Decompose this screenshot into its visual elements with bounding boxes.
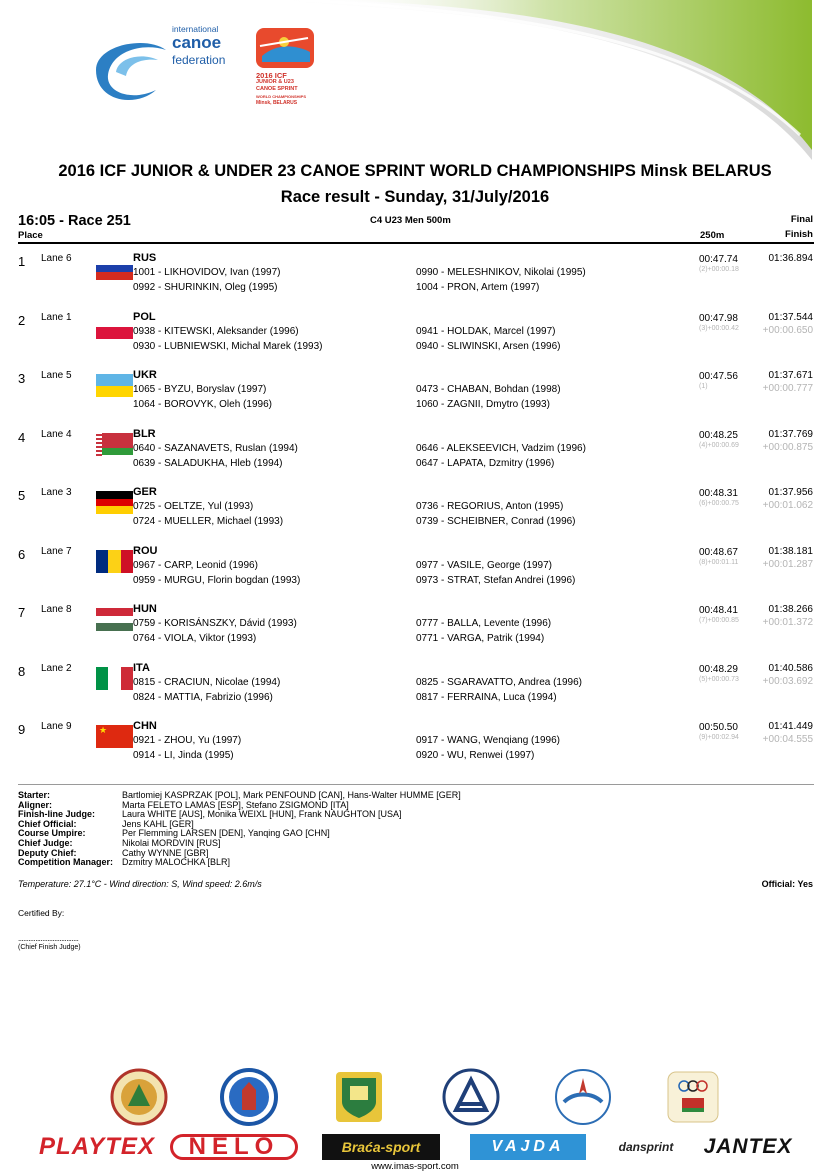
result-split-rank: (6)+00:00.75 bbox=[699, 500, 739, 507]
result-athlete: 1004 - PRON, Artem (1997) bbox=[416, 282, 540, 293]
result-athlete: 0647 - LAPATA, Dzmitry (1996) bbox=[416, 457, 555, 469]
result-finish-time: 01:41.449 bbox=[768, 721, 813, 732]
country-flag-icon bbox=[96, 374, 133, 397]
result-time-behind: +00:03.692 bbox=[762, 675, 813, 687]
canoe-association-emblem-icon bbox=[554, 1068, 612, 1126]
result-athlete: 0739 - SCHEIBNER, Conrad (1996) bbox=[416, 516, 576, 527]
column-header-place: Place bbox=[18, 230, 43, 241]
official-names: Cathy WYNNE [GBR] bbox=[122, 847, 209, 858]
icf-logo-line-2: canoe bbox=[172, 33, 222, 52]
result-athlete: 0917 - WANG, Wenqiang (1996) bbox=[416, 735, 560, 746]
event-logo-line-1: 2016 ICF bbox=[256, 71, 287, 80]
country-flag-icon bbox=[96, 316, 133, 339]
sponsor-logo-vajda: VAJDA bbox=[470, 1134, 586, 1160]
column-header-split: 250m bbox=[700, 230, 725, 241]
result-time-behind: +00:01.372 bbox=[762, 617, 813, 628]
result-athlete: 0725 - OELTZE, Yul (1993) bbox=[133, 501, 254, 512]
result-athlete: 0736 - REGORIUS, Anton (1995) bbox=[416, 501, 564, 512]
weather-conditions: Temperature: 27.1°C - Wind direction: S, Wind speed: 2.6m/s bbox=[18, 879, 262, 889]
document-subtitle: Race result - Sunday, 31/July/2016 bbox=[280, 188, 550, 206]
result-lane: Lane 3 bbox=[41, 487, 72, 498]
result-athlete: 0817 - FERRAINA, Luca (1994) bbox=[416, 691, 557, 703]
result-split-rank: (5)+00:00.73 bbox=[699, 675, 739, 683]
result-athlete: 1060 - ZAGNII, Dmytro (1993) bbox=[416, 399, 550, 410]
result-split-time: 00:48.41 bbox=[699, 605, 738, 616]
result-row bbox=[0, 545, 830, 603]
federation-emblem-icon bbox=[442, 1068, 500, 1126]
result-athlete: 0977 - VASILE, George (1997) bbox=[416, 559, 553, 571]
result-country: GER bbox=[133, 486, 157, 498]
column-header-finish: Finish bbox=[785, 229, 813, 240]
event-logo-line-4: WORLD CHAMPIONSHIPS bbox=[256, 94, 306, 99]
event-logo-line-2: JUNIOR & U23 bbox=[256, 79, 294, 85]
sport-club-crest-icon bbox=[110, 1068, 168, 1126]
event-logo-line-5: Minsk, BELARUS bbox=[256, 100, 298, 106]
result-finish-time: 01:37.671 bbox=[768, 370, 813, 381]
event-logo-paddler-icon bbox=[254, 26, 318, 70]
official-names: Per Flemming LARSEN [DEN], Yanqing GAO [CHN] bbox=[122, 828, 330, 839]
result-time-behind: +00:01.062 bbox=[762, 500, 813, 511]
result-finish-time: 01:37.956 bbox=[768, 487, 813, 498]
result-split-time: 00:48.29 bbox=[699, 663, 738, 675]
official-names: Laura WHITE [AUS], Monika WEIXL [HUN], Frank NAUGHTON [USA] bbox=[122, 809, 402, 820]
result-athlete: 0959 - MURGU, Florin bogdan (1993) bbox=[133, 574, 301, 586]
result-athlete: 0764 - VIOLA, Viktor (1993) bbox=[133, 633, 257, 644]
result-row bbox=[0, 603, 830, 661]
header-rule bbox=[18, 242, 814, 244]
result-finish-time: 01:37.769 bbox=[768, 428, 813, 440]
official-names: Jens KAHL [GER] bbox=[122, 818, 194, 829]
result-lane: Lane 4 bbox=[41, 428, 72, 440]
result-athlete: 1065 - BYZU, Boryslav (1997) bbox=[133, 384, 267, 395]
result-athlete: 0992 - SHURINKIN, Oleg (1995) bbox=[133, 282, 278, 293]
result-finish-time: 01:40.586 bbox=[768, 662, 813, 674]
official-role: Chief Official: bbox=[18, 818, 77, 829]
country-flag-icon bbox=[96, 667, 133, 690]
result-split-time: 00:48.25 bbox=[699, 429, 738, 441]
result-row bbox=[0, 486, 830, 544]
result-athlete: 1064 - BOROVYK, Oleh (1996) bbox=[133, 399, 272, 410]
result-place: 8 bbox=[18, 663, 26, 679]
result-athlete: 0940 - SLIWINSKI, Arsen (1996) bbox=[416, 340, 561, 352]
result-athlete: 0967 - CARP, Leonid (1996) bbox=[133, 559, 258, 571]
race-phase: Final bbox=[790, 214, 813, 225]
result-split-rank: (8)+00:01.11 bbox=[699, 558, 739, 566]
result-split-rank: (7)+00:00.85 bbox=[699, 617, 739, 624]
sponsor-logo-playtex: PLAYTEX bbox=[39, 1133, 155, 1160]
result-lane: Lane 6 bbox=[41, 253, 72, 264]
result-split-rank: (4)+00:00.69 bbox=[699, 441, 739, 449]
icf-logo-line-3: federation bbox=[172, 53, 226, 67]
result-place: 1 bbox=[18, 254, 26, 269]
result-country: POL bbox=[133, 310, 156, 323]
result-athlete: 0930 - LUBNIEWSKI, Michal Marek (1993) bbox=[133, 340, 323, 352]
official-role: Course Umpire: bbox=[18, 828, 86, 839]
official-status: Official: Yes bbox=[761, 879, 813, 889]
result-athlete: 0473 - CHABAN, Bohdan (1998) bbox=[416, 384, 561, 395]
official-names: Bartlomiej KASPRZAK [POL], Mark PENFOUND [CAN], Hans-Walter HUMME [GER] bbox=[122, 790, 461, 800]
official-role: Competition Manager: bbox=[18, 857, 114, 868]
event-logo-line-3: CANOE SPRINT bbox=[256, 86, 298, 92]
result-time-behind: +00:04.555 bbox=[762, 734, 813, 745]
result-split-time: 00:47.74 bbox=[699, 254, 738, 265]
result-split-rank: (9)+00:02.94 bbox=[699, 734, 739, 741]
result-lane: Lane 7 bbox=[41, 545, 72, 557]
result-athlete: 0914 - LI, Jinda (1995) bbox=[133, 750, 234, 761]
result-lane: Lane 2 bbox=[41, 662, 72, 674]
result-lane: Lane 8 bbox=[41, 604, 72, 615]
result-athlete: 0639 - SALADUKHA, Hleb (1994) bbox=[133, 457, 283, 469]
result-athlete: 0771 - VARGA, Patrik (1994) bbox=[416, 633, 545, 644]
result-country: CHN bbox=[133, 720, 157, 732]
result-row bbox=[0, 311, 830, 369]
result-place: 4 bbox=[18, 429, 26, 445]
result-country: BLR bbox=[133, 427, 156, 440]
sponsor-logo-braca-sport: Braća-sport bbox=[322, 1134, 440, 1160]
result-time-behind: +00:01.287 bbox=[762, 558, 813, 570]
result-athlete: 0640 - SAZANAVETS, Ruslan (1994) bbox=[133, 442, 298, 454]
signature-line: ................................... bbox=[18, 934, 79, 943]
race-event-name: C4 U23 Men 500m bbox=[370, 215, 451, 226]
result-place: 9 bbox=[18, 722, 26, 737]
result-row bbox=[0, 662, 830, 720]
result-split-time: 00:50.50 bbox=[699, 722, 738, 733]
result-lane: Lane 1 bbox=[41, 311, 72, 323]
country-flag-icon bbox=[96, 257, 133, 280]
result-row bbox=[0, 428, 830, 486]
sponsor-logo-jantex: JANTEX bbox=[703, 1135, 793, 1158]
result-row bbox=[0, 252, 830, 310]
result-athlete: 0815 - CRACIUN, Nicolae (1994) bbox=[133, 676, 281, 688]
result-place: 7 bbox=[18, 605, 26, 620]
official-names: Dzmitry MALOCHKA [BLR] bbox=[122, 857, 231, 868]
result-athlete: 0941 - HOLDAK, Marcel (1997) bbox=[416, 325, 556, 337]
result-place: 5 bbox=[18, 488, 26, 503]
result-lane: Lane 9 bbox=[41, 721, 72, 732]
result-country: RUS bbox=[133, 252, 157, 264]
icf-logo bbox=[86, 24, 246, 110]
result-athlete: 0920 - WU, Renwei (1997) bbox=[416, 750, 535, 761]
document-title: 2016 ICF JUNIOR & UNDER 23 CANOE SPRINT WORLD CHAMPIONSHIPS Minsk BELARUS bbox=[58, 162, 772, 180]
result-country: UKR bbox=[133, 369, 157, 381]
result-country: ITA bbox=[133, 661, 150, 674]
result-split-time: 00:47.98 bbox=[699, 312, 738, 324]
result-athlete: 0973 - STRAT, Stefan Andrei (1996) bbox=[416, 574, 576, 586]
result-split-rank: (2)+00:00.18 bbox=[699, 266, 739, 273]
result-time-behind: +00:00.650 bbox=[762, 324, 813, 336]
event-logo bbox=[254, 26, 318, 116]
result-split-time: 00:48.67 bbox=[699, 546, 738, 558]
result-finish-time: 01:38.266 bbox=[768, 604, 813, 615]
olympic-committee-emblem-icon bbox=[664, 1068, 722, 1126]
country-flag-icon: ★ bbox=[96, 725, 133, 748]
result-lane: Lane 5 bbox=[41, 370, 72, 381]
result-athlete: 1001 - LIKHOVIDOV, Ivan (1997) bbox=[133, 267, 281, 278]
country-flag-icon bbox=[96, 491, 133, 514]
result-split-time: 00:48.31 bbox=[699, 488, 738, 499]
result-finish-time: 01:36.894 bbox=[768, 253, 813, 264]
official-names: Marta FELETO LAMAS [ESP], Stefano ZSIGMOND [ITA] bbox=[122, 799, 349, 810]
chief-finish-judge-label: (Chief Finish Judge) bbox=[18, 944, 81, 951]
country-flag-icon bbox=[96, 608, 133, 631]
result-split-time: 00:47.56 bbox=[699, 371, 738, 382]
country-flag-icon bbox=[96, 550, 133, 573]
result-split-rank: (1) bbox=[699, 383, 708, 390]
icf-logo-swirl-icon bbox=[86, 30, 178, 110]
official-role: Chief Judge: bbox=[18, 837, 73, 848]
race-time-number: 16:05 - Race 251 bbox=[18, 213, 131, 229]
result-place: 2 bbox=[18, 312, 26, 328]
result-athlete: 0646 - ALEKSEEVICH, Vadzim (1996) bbox=[416, 442, 586, 454]
result-row bbox=[0, 369, 830, 427]
result-country: ROU bbox=[133, 544, 158, 557]
sponsor-logo-nelo: NELO bbox=[170, 1134, 298, 1160]
result-athlete: 0990 - MELESHNIKOV, Nikolai (1995) bbox=[416, 267, 586, 278]
country-flag-icon bbox=[96, 433, 133, 456]
website-url: www.imas-sport.com bbox=[371, 1161, 459, 1172]
result-athlete: 0777 - BALLA, Levente (1996) bbox=[416, 618, 552, 629]
result-time-behind: +00:00.777 bbox=[762, 383, 813, 394]
official-role: Deputy Chief: bbox=[18, 847, 77, 858]
result-athlete: 0921 - ZHOU, Yu (1997) bbox=[133, 735, 242, 746]
certified-by-label: Certified By: bbox=[18, 908, 65, 918]
result-time-behind: +00:00.875 bbox=[762, 441, 813, 453]
result-country: HUN bbox=[133, 603, 157, 615]
result-athlete: 0938 - KITEWSKI, Aleksander (1996) bbox=[133, 325, 299, 337]
result-athlete: 0724 - MUELLER, Michael (1993) bbox=[133, 516, 284, 527]
result-split-rank: (3)+00:00.42 bbox=[699, 324, 739, 332]
result-athlete: 0824 - MATTIA, Fabrizio (1996) bbox=[133, 691, 273, 703]
city-crest-icon bbox=[220, 1068, 278, 1126]
official-names: Nikolai MORDVIN [RUS] bbox=[122, 837, 221, 848]
result-athlete: 0825 - SGARAVATTO, Andrea (1996) bbox=[416, 676, 583, 688]
icf-logo-line-1: international bbox=[172, 24, 219, 34]
sponsor-logo-dansprint: dansprint bbox=[618, 1140, 674, 1154]
official-role: Finish-line Judge: bbox=[18, 809, 96, 820]
official-role: Starter: bbox=[18, 790, 51, 800]
result-place: 3 bbox=[18, 371, 26, 386]
regional-coat-of-arms-icon bbox=[330, 1068, 388, 1126]
result-athlete: 0759 - KORISÁNSZKY, Dávid (1993) bbox=[133, 618, 297, 629]
official-role: Aligner: bbox=[18, 799, 53, 810]
result-row bbox=[0, 720, 830, 778]
result-finish-time: 01:38.181 bbox=[768, 545, 813, 557]
result-place: 6 bbox=[18, 546, 26, 562]
result-finish-time: 01:37.544 bbox=[768, 311, 813, 323]
results-bottom-rule bbox=[18, 784, 814, 785]
